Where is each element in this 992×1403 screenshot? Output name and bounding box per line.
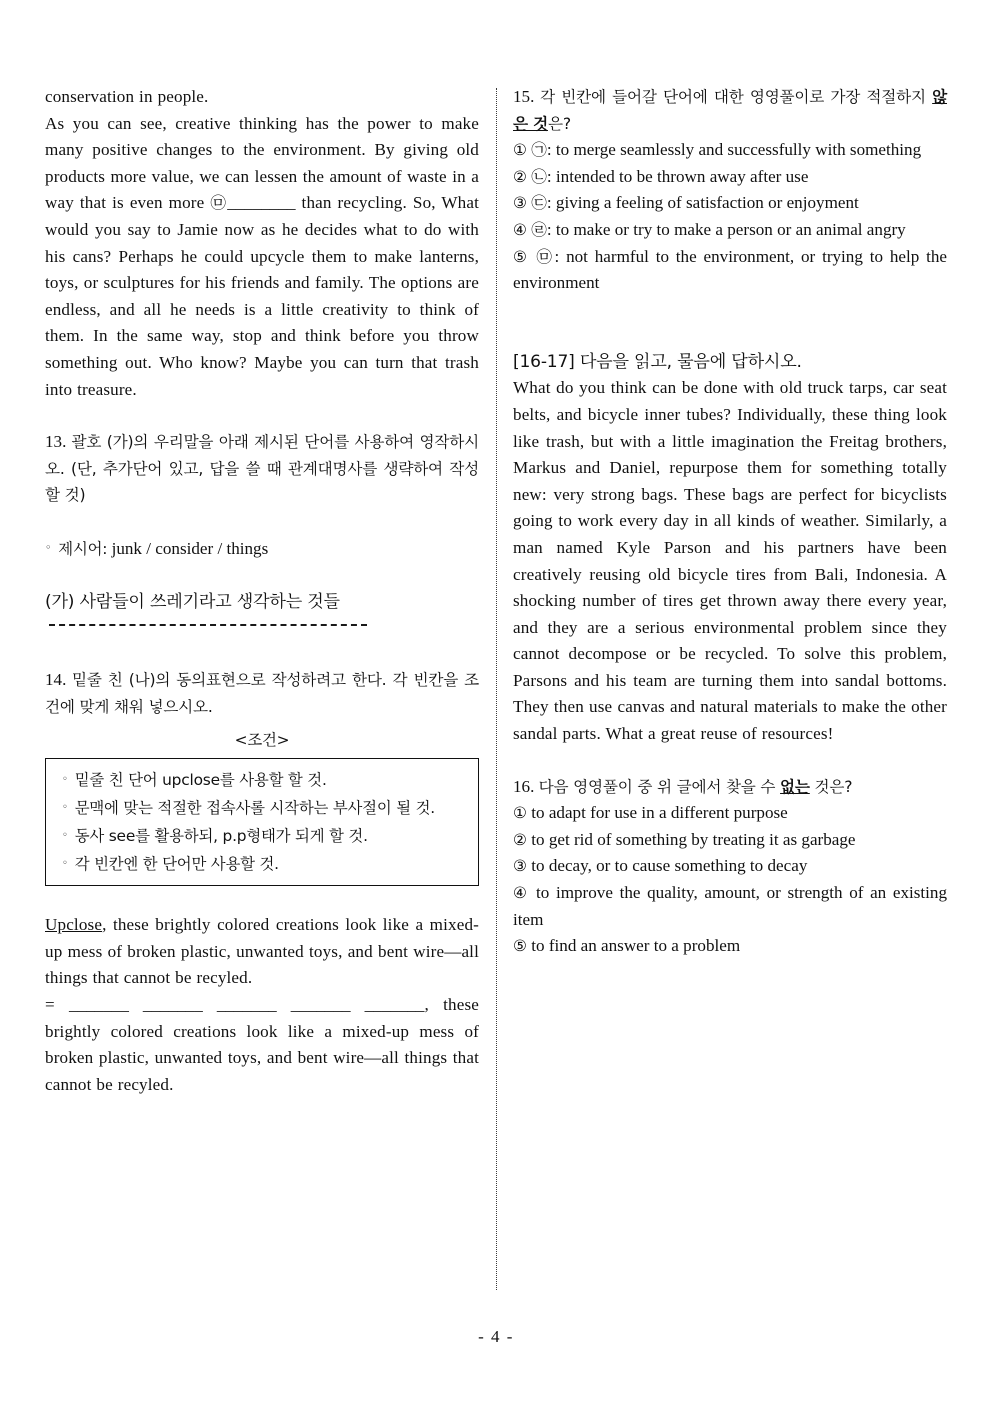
option-number: ④ [513,884,530,903]
option-number: ① [513,804,527,823]
circled-marker-m: ㉤ [210,194,228,213]
page-footer: - 4 - [478,1327,514,1346]
spacer [45,563,479,589]
question-16-number: 16. [513,776,535,796]
question-15-prompt-tail: 은? [547,114,571,133]
question-16-option [513,880,947,933]
passage-16-17-heading: [16-17] 다음을 읽고, 물음에 답하시오. [513,351,802,372]
sentence-original-rest: , these brightly colored creations look like a mixed-up mess of broken plastic, unwanted toys, and bent wire—all things that cannot be recyled. [45,915,479,988]
spacer [45,509,479,535]
question-13-ga-line: (가) 사람들이 쓰레기라고 생각하는 것들 [45,591,340,612]
question-15-prompt-emphasis: 않은 것 [513,88,947,133]
sentence-original-underlined-word: Upclose [45,915,103,935]
question-15-prompt: 각 빈칸에 들어갈 단어에 대한 영영풀이로 가장 적절하지 [540,88,933,106]
spacer [45,886,479,912]
bullet-icon: ◦ [62,830,68,842]
option-text: : not harmful to the environment, or trying to help the environment [513,246,947,293]
option-number: ③ [513,857,527,876]
question-15-option [513,217,947,244]
passage-body-before-blank: As you can see, creative thinking has the power to make many positive changes to the environment. By giving old products more value, we can lessen the amount of waste in a way that is even more [45,113,479,213]
option-number: ⑤ [513,937,527,956]
question-15-heading [513,84,947,137]
question-15-option [513,244,947,297]
passage-blank-underscores: ________ [227,193,296,213]
sentence-original [45,912,479,992]
spacer [513,297,947,349]
option-text: : intended to be thrown away after use [546,166,809,186]
question-14-heading [45,667,479,720]
condition-item-text: 밑줄 친 단어 upclose를 사용할 할 것. [74,771,327,790]
option-text: to adapt for use in a different purpose [531,803,788,823]
question-13-number: 13. [45,432,67,452]
condition-item-text: 각 빈칸엔 한 단어만 사용할 것. [74,855,279,874]
word-bank-label: 제시어: [58,539,108,558]
option-number: ③ [513,194,527,213]
spacer [513,748,947,774]
question-16-option [513,800,947,827]
sentence-rewritten-rest: , these brightly colored creations look like a mixed-up mess of broken plastic, unwanted toys, and bent wire—all things that cannot be recyled. [45,995,479,1094]
question-16-heading [513,774,947,801]
bullet-icon: ◦ [45,540,52,554]
option-text: to decay, or to cause something to decay [531,856,808,876]
circled-marker-n: ㉡ [531,167,547,186]
question-15-option [513,190,947,217]
option-text: to improve the quality, amount, or strength of an existing item [513,883,947,929]
option-text: : to make or try to make a person or an animal angry [546,219,906,239]
right-column [513,84,947,960]
spacer [45,627,479,667]
two-column-layout [45,84,947,1294]
condition-item-text: 동사 see를 활용하되, p.p형태가 되게 할 것. [74,827,368,846]
circled-marker-r: ㉣ [531,220,547,239]
circled-marker-d: ㉢ [531,194,547,213]
option-text: : to merge seamlessly and successfully with something [546,140,922,160]
question-16-prompt-head: 다음 영영풀이 중 위 글에서 찾을 수 [538,777,781,796]
question-16-prompt-emphasis: 없는 [780,777,810,796]
bullet-icon: ◦ [62,802,68,814]
bullet-icon: ◦ [62,858,68,870]
condition-item [54,822,468,850]
equals-sign: = [45,995,55,1015]
passage-16-17-body: What do you think can be done with old truck tarps, car seat belts, and bicycle inner tubes? Individually, these thing look like trash, but with a little imagination the Freitag brothers, Markus and Daniel, repurpose them for something totally new: very strong bags. These bags are perfect for bicyclists going to work every day in all kinds of weather. Similarly, a man named Kyle Parson and his partners have been creatively reusing old bicycle tires from Bali, Indonesia. A shocking number of tires get thrown away there every year, and they are a serious environmental problem since they cannot decompose or be recycled. To solve this problem, Parsons and his team are turning them into sandal bottoms. They then use canvas and natural materials to make the other sandal parts. What a great reuse of resources! [513,378,947,744]
question-16-option [513,853,947,880]
question-14-number: 14. [45,670,67,690]
option-number: ⑤ [513,247,530,266]
option-text: : giving a feeling of satisfaction or enjoyment [546,193,859,213]
passage-first-line: conservation in people. [45,87,209,106]
condition-item [54,850,468,878]
sentence-rewritten [45,992,479,1098]
condition-box [45,758,479,886]
question-16-prompt-tail: 것은? [809,777,853,796]
question-15-option [513,164,947,191]
question-16-option [513,933,947,960]
question-15-option [513,137,947,164]
option-number: ④ [513,220,527,239]
option-text: to get rid of something by treating it as garbage [531,829,856,849]
spacer [45,403,479,429]
left-column [45,84,479,1098]
word-bank-words: junk / consider / things [111,538,269,558]
circled-marker-m: ㉤ [536,247,555,266]
option-number: ② [513,830,527,849]
condition-item [54,794,468,822]
question-13-prompt: 괄호 (가)의 우리말을 아래 제시된 단어를 사용하여 영작하시오. (단, 추가단어 있고, 답을 쓸 때 관계대명사를 생략하여 작성할 것) [45,433,479,505]
passage-body [45,111,479,404]
condition-item-text: 문맥에 맞는 적절한 접속사롤 시작하는 부사절이 될 것. [74,799,435,818]
option-number: ② [513,167,527,186]
question-14-prompt: 밑줄 친 (나)의 동의표현으로 작성하려고 한다. 각 빈칸을 조건에 맞게 채워 넣으시오. [45,671,479,716]
condition-label: <조건> [234,731,290,750]
option-number: ① [513,141,527,160]
passage-body-after-blank: than recycling. So, What would you say to Jamie now as he decides what to do with his cans? Perhaps he could upcycle them to make lanterns, toys, or sculptures for his friends and family. The options are endless, and all he needs is a little creativity to think of them. In the same way, stop and think before you throw something out. Who know? Maybe you can turn that trash into treasure. [45,193,479,399]
condition-item [54,766,468,794]
bullet-icon: ◦ [62,774,68,786]
circled-marker-g: ㉠ [531,141,547,160]
option-text: to find an answer to a problem [531,936,741,956]
sentence-answer-blanks: _______ _______ _______ _______ _______ [69,995,425,1015]
question-13-word-bank [45,535,479,563]
question-13-heading [45,429,479,509]
question-15-number: 15. [513,87,535,106]
question-16-option [513,827,947,854]
